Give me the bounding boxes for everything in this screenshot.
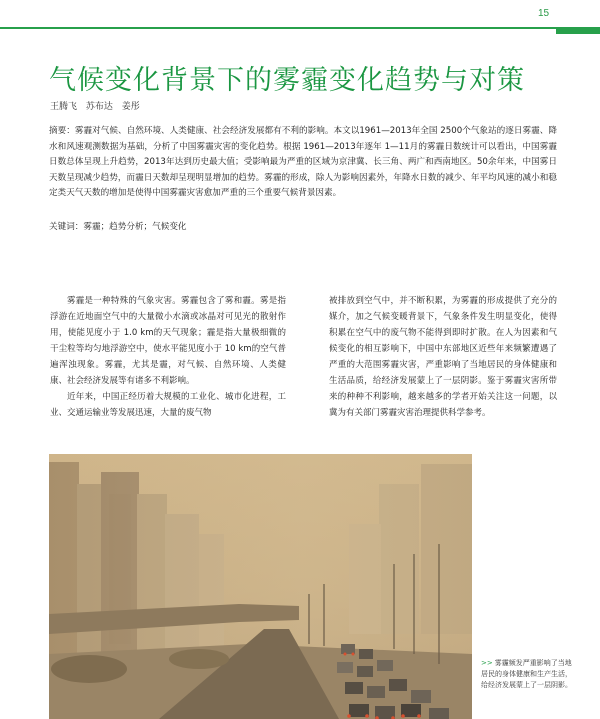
keywords: 关键词：雾霾；趋势分析；气候变化 [49,222,187,232]
header-rule [0,27,556,29]
article-title: 气候变化背景下的雾霾变化趋势与对策 [49,65,525,96]
page-header [0,0,600,34]
body-paragraph: 雾霾是一种特殊的气象灾害。雾霾包含了雾和霾。雾是指浮游在近地面空气中的大量微小水滴或冰晶对可见光的散射作用，使能见度小于 1.0 km的天气现象；霾是指大量极细微的干尘粒等均匀地浮游空中，使水平能见度小于 10 km的空气普遍浑浊现象。雾霾，尤其是霾，对气候、自然环境、人类健康、社会经济发展等有诸多不利影响。 [50,296,286,386]
body-paragraph: 近年来，中国正经历着大规模的工业化、城市化进程，工业、交通运输业等发展迅速，大量的废气物 [50,392,286,418]
header-tab [556,27,600,34]
abstract [49,124,557,202]
caption-text: 雾霾频发严重影响了当地居民的身体健康和生产生活，给经济发展蒙上了一层阴影。 [481,659,572,689]
page-number: 15 [538,8,550,19]
abstract-text: 摘要：雾霾对气候、自然环境、人类健康、社会经济发展都有不利的影响。本文以1961—2013年全国 2500个气象站的逐日雾霾、降水和风速观测数据为基础，分析了中国雾霾灾害的变化趋势。根据 1961—2013年逐年 1—11月的雾霾日数统计可以看出，中国雾霾日数总体呈现上升趋势，2013年达到历史最大值；受影响最为严重的区域为京津冀、长三角、两广和西南地区。50余年来，中国雾日天数呈现减少趋势，而霾日天数却呈现明显增加的趋势。雾霾的形成，除人为影响因素外，年降水日数的减少、年平均风速的减小和稳定类天气天数的增加是使得中国雾霾灾害愈加严重的三个重要气候背景因素。 [49,126,557,198]
body-paragraph: 被排放到空气中，并不断积累，为雾霾的形成提供了充分的媒介，加之气候变暖背景下，气象条件发生明显变化，使得积累在空气中的废气物不能得到即时扩散。在人为因素和气候变化的相互影响下，中国中东部地区近些年来频繁遭遇了严重的大范围雾霾灾害，严重影响了当地居民的身体健康和生活品质，给经济发展蒙上了一层阴影。鉴于雾霾灾害所带来的种种不利影响，越来越多的学者开始关注这一问题，以冀为有关部门雾霾灾害治理提供科学参考。 [329,296,557,418]
caption-marker: >> [481,659,493,667]
article-authors: 王腾飞 苏布达 姜彤 [50,102,140,112]
photo-caption [481,658,576,691]
body-column-left [50,293,286,421]
smog-city-photo [49,454,472,719]
body-column-right [329,293,557,421]
